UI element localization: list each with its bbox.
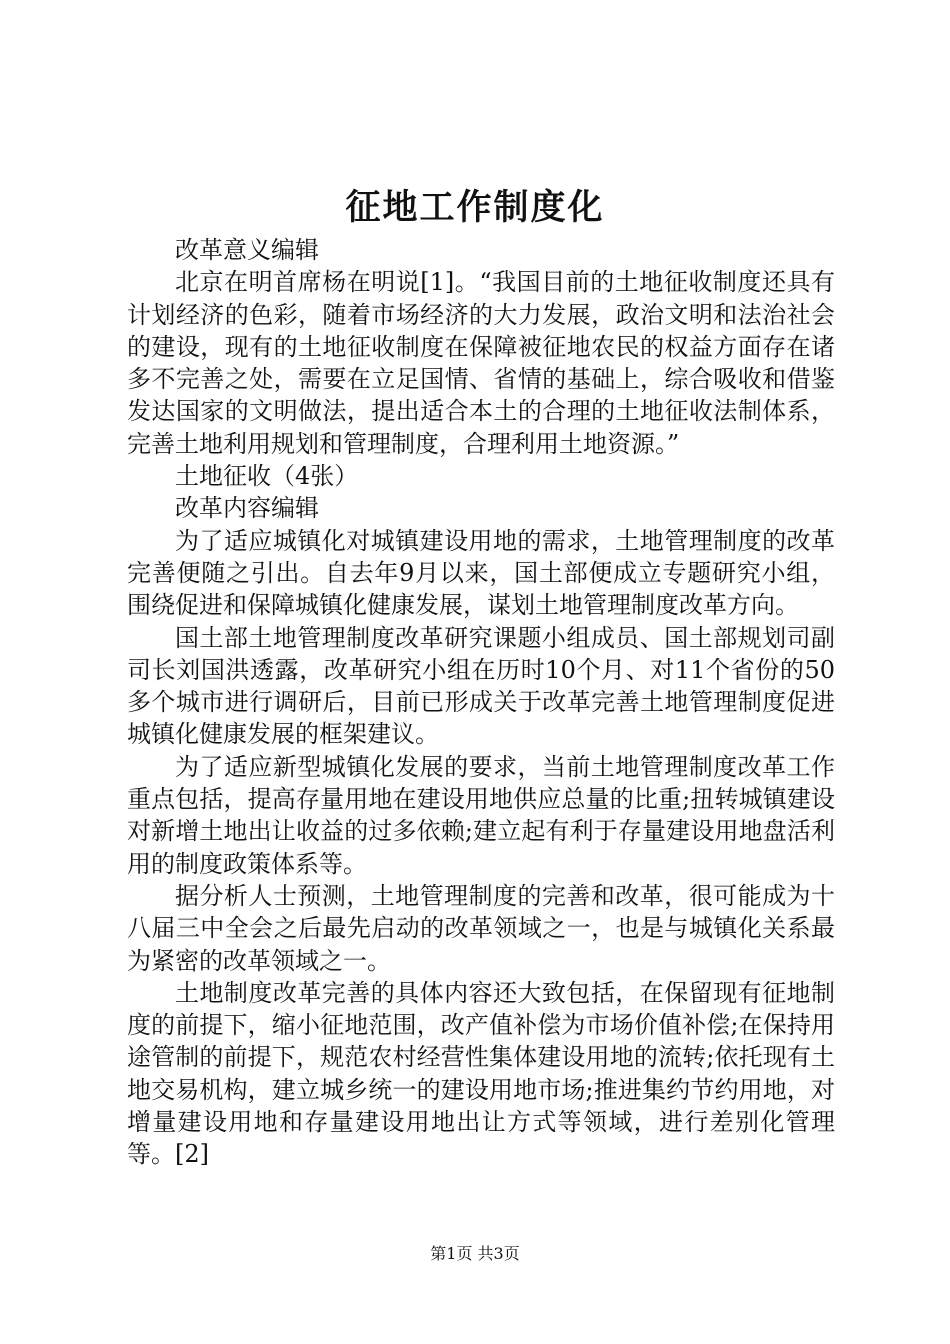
paragraph: 据分析人士预测，土地管理制度的完善和改革，很可能成为十八届三中全会之后最先启动的改革领域之一，也是与城镇化关系最为紧密的改革领域之一。 xyxy=(127,881,835,975)
page-footer: 第1页 共3页 xyxy=(430,1244,520,1263)
paragraph: 为了适应新型城镇化发展的要求，当前土地管理制度改革工作重点包括，提高存量用地在建设用地供应总量的比重;扭转城镇建设对新增土地出让收益的过多依赖;建立起有利于存量建设用地盘活利用的制度政策体系等。 xyxy=(127,752,835,878)
image-caption: 土地征收（4张） xyxy=(175,462,359,491)
paragraph: 国土部土地管理制度改革研究课题小组成员、国土部规划司副司长刘国洪透露，改革研究小组在历时10个月、对11个省份的50多个城市进行调研后，目前已形成关于改革完善土地管理制度促进城镇化健康发展的框架建议。 xyxy=(127,623,835,749)
paragraph: 为了适应城镇化对城镇建设用地的需求，土地管理制度的改革完善便随之引出。自去年9月以来，国土部便成立专题研究小组，围绕促进和保障城镇化健康发展，谋划土地管理制度改革方向。 xyxy=(127,526,835,620)
document-title: 征地工作制度化 xyxy=(345,187,605,228)
section-heading: 改革意义编辑 xyxy=(175,236,319,264)
document-body xyxy=(127,234,835,1171)
paragraph: 土地制度改革完善的具体内容还大致包括，在保留现有征地制度的前提下，缩小征地范围，改产值补偿为市场价值补偿;在保持用途管制的前提下，规范农村经营性集体建设用地的流转;依托现有土地交易机构，建立城乡统一的建设用地市场;推进集约节约用地，对增量建设用地和存量建设用地出让方式等领域，进行差别化管理等。[2] xyxy=(127,978,835,1169)
paragraph: 北京在明首席杨在明说[1]。“我国目前的土地征收制度还具有计划经济的色彩，随着市场经济的大力发展，政治文明和法治社会的建设，现有的土地征收制度在保障被征地农民的权益方面存在诸多不完善之处，需要在立足国情、省情的基础上，综合吸收和借鉴发达国家的文明做法，提出适合本土的合理的土地征收法制体系，完善土地利用规划和管理制度，合理利用土地资源。” xyxy=(127,268,835,458)
section-heading: 改革内容编辑 xyxy=(175,494,319,523)
